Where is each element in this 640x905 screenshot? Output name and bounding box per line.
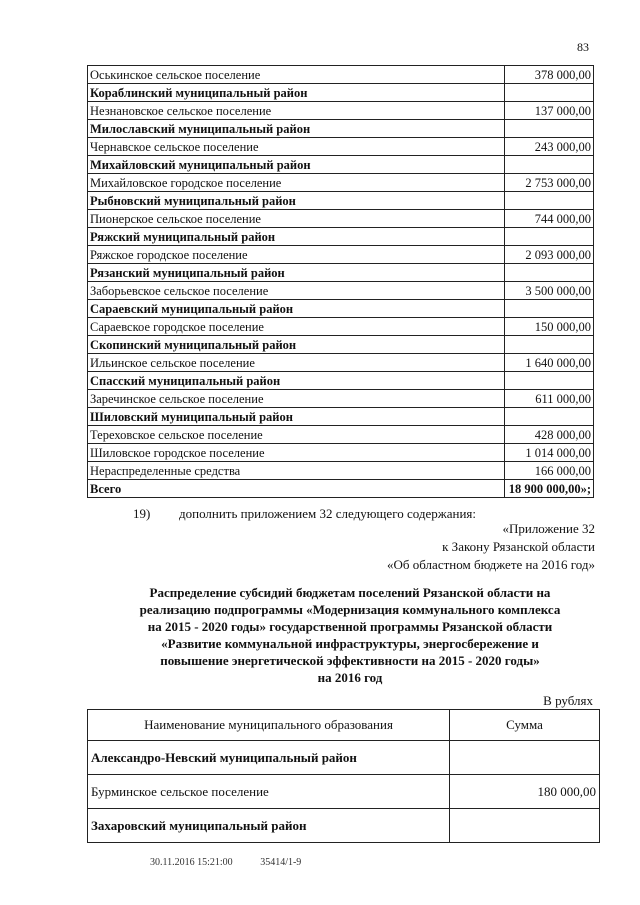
header-name: Наименование муниципального образования: [88, 710, 450, 741]
row-name: Заречинское сельское поселение: [88, 390, 505, 408]
district-row: [88, 300, 594, 318]
header-sum: Сумма: [450, 710, 600, 741]
district-row: [88, 372, 594, 390]
total-row: [88, 480, 594, 498]
district-row: [88, 336, 594, 354]
row-name: Сараевское городское поселение: [88, 318, 505, 336]
row-name: Захаровский муниципальный район: [88, 809, 450, 843]
table-row: [88, 66, 594, 84]
row-amount: 1 640 000,00: [505, 354, 594, 372]
row-name: Незнановское сельское поселение: [88, 102, 505, 120]
district-row: [88, 192, 594, 210]
row-name: Скопинский муниципальный район: [88, 336, 505, 354]
row-name: Сараевский муниципальный район: [88, 300, 505, 318]
table-row: [88, 462, 594, 480]
footer-timestamp: 30.11.2016 15:21:00: [150, 857, 233, 868]
document-title: [90, 584, 610, 686]
row-amount: 18 900 000,00»;: [505, 480, 594, 498]
footer-stamp: [150, 857, 326, 868]
row-name: Бурминское сельское поселение: [88, 775, 450, 809]
row-name: Ряжский муниципальный район: [88, 228, 505, 246]
district-row: [88, 264, 594, 282]
district-row: [88, 809, 600, 843]
row-name: Тереховское сельское поселение: [88, 426, 505, 444]
title-line: повышение энергетической эффективности на 2015 - 2020 годы»: [160, 653, 540, 668]
row-amount: 150 000,00: [505, 318, 594, 336]
table-row: [88, 354, 594, 372]
table-row: [88, 775, 600, 809]
row-name: Пионерское сельское поселение: [88, 210, 505, 228]
row-name: Михайловский муниципальный район: [88, 156, 505, 174]
row-amount: [505, 408, 594, 426]
appendix-line-1: «Приложение 32: [502, 521, 595, 536]
item-text: дополнить приложением 32 следующего содержания:: [179, 506, 476, 521]
table-row: [88, 426, 594, 444]
table-row: [88, 138, 594, 156]
title-line: реализацию подпрограммы «Модернизация коммунального комплекса: [139, 602, 561, 617]
row-amount: 180 000,00: [450, 775, 600, 809]
row-amount: 2 093 000,00: [505, 246, 594, 264]
row-name: Чернавское сельское поселение: [88, 138, 505, 156]
row-name: Всего: [88, 480, 505, 498]
row-name: Кораблинский муниципальный район: [88, 84, 505, 102]
row-amount: 2 753 000,00: [505, 174, 594, 192]
district-row: [88, 120, 594, 138]
district-row: [88, 228, 594, 246]
district-row: [88, 156, 594, 174]
row-amount: [505, 120, 594, 138]
row-amount: 243 000,00: [505, 138, 594, 156]
row-amount: 428 000,00: [505, 426, 594, 444]
row-amount: [505, 372, 594, 390]
district-row: [88, 408, 594, 426]
table-row: [88, 174, 594, 192]
row-amount: [505, 228, 594, 246]
row-amount: 1 014 000,00: [505, 444, 594, 462]
row-amount: 378 000,00: [505, 66, 594, 84]
row-amount: [450, 809, 600, 843]
title-line: «Развитие коммунальной инфраструктуры, энергосбережение и: [161, 636, 539, 651]
row-name: Рыбновский муниципальный район: [88, 192, 505, 210]
table-row: [88, 318, 594, 336]
row-name: Шиловское городское поселение: [88, 444, 505, 462]
row-amount: [505, 156, 594, 174]
page-number: 83: [577, 40, 589, 54]
appendix-heading: [387, 520, 595, 574]
table-row: [88, 282, 594, 300]
row-name: Заборьевское сельское поселение: [88, 282, 505, 300]
district-row: [88, 84, 594, 102]
appendix-line-3: «Об областном бюджете на 2016 год»: [387, 557, 595, 572]
row-name: Милославский муниципальный район: [88, 120, 505, 138]
row-name: Рязанский муниципальный район: [88, 264, 505, 282]
row-amount: [505, 264, 594, 282]
table-row: [88, 246, 594, 264]
title-line: на 2015 - 2020 годы» государственной программы Рязанской области: [147, 619, 553, 634]
row-name: Ильинское сельское поселение: [88, 354, 505, 372]
table-header-row: [88, 710, 600, 741]
row-name: Оськинское сельское поселение: [88, 66, 505, 84]
row-name: Ряжское городское поселение: [88, 246, 505, 264]
title-line: Распределение субсидий бюджетам поселений Рязанской области на: [149, 585, 551, 600]
table-row: [88, 210, 594, 228]
row-amount: 744 000,00: [505, 210, 594, 228]
row-amount: [505, 84, 594, 102]
footer-doc-id: 35414/1-9: [260, 857, 302, 868]
row-name: Шиловский муниципальный район: [88, 408, 505, 426]
row-amount: 137 000,00: [505, 102, 594, 120]
item-number: 19): [133, 506, 151, 521]
row-amount: [450, 741, 600, 775]
row-name: Спасский муниципальный район: [88, 372, 505, 390]
table-row: [88, 444, 594, 462]
row-amount: [505, 300, 594, 318]
row-amount: 3 500 000,00: [505, 282, 594, 300]
row-name: Михайловское городское поселение: [88, 174, 505, 192]
table-row: [88, 390, 594, 408]
subsidy-table: [87, 709, 600, 843]
row-name: Александро-Невский муниципальный район: [88, 741, 450, 775]
title-line: на 2016 год: [317, 670, 383, 685]
row-amount: [505, 336, 594, 354]
appendix-line-2: к Закону Рязанской области: [442, 539, 595, 554]
row-amount: 611 000,00: [505, 390, 594, 408]
units-label: В рублях: [543, 693, 593, 708]
row-amount: [505, 192, 594, 210]
budget-table-continued: [87, 65, 594, 498]
district-row: [88, 741, 600, 775]
row-amount: 166 000,00: [505, 462, 594, 480]
row-name: Нераспределенные средства: [88, 462, 505, 480]
table-row: [88, 102, 594, 120]
